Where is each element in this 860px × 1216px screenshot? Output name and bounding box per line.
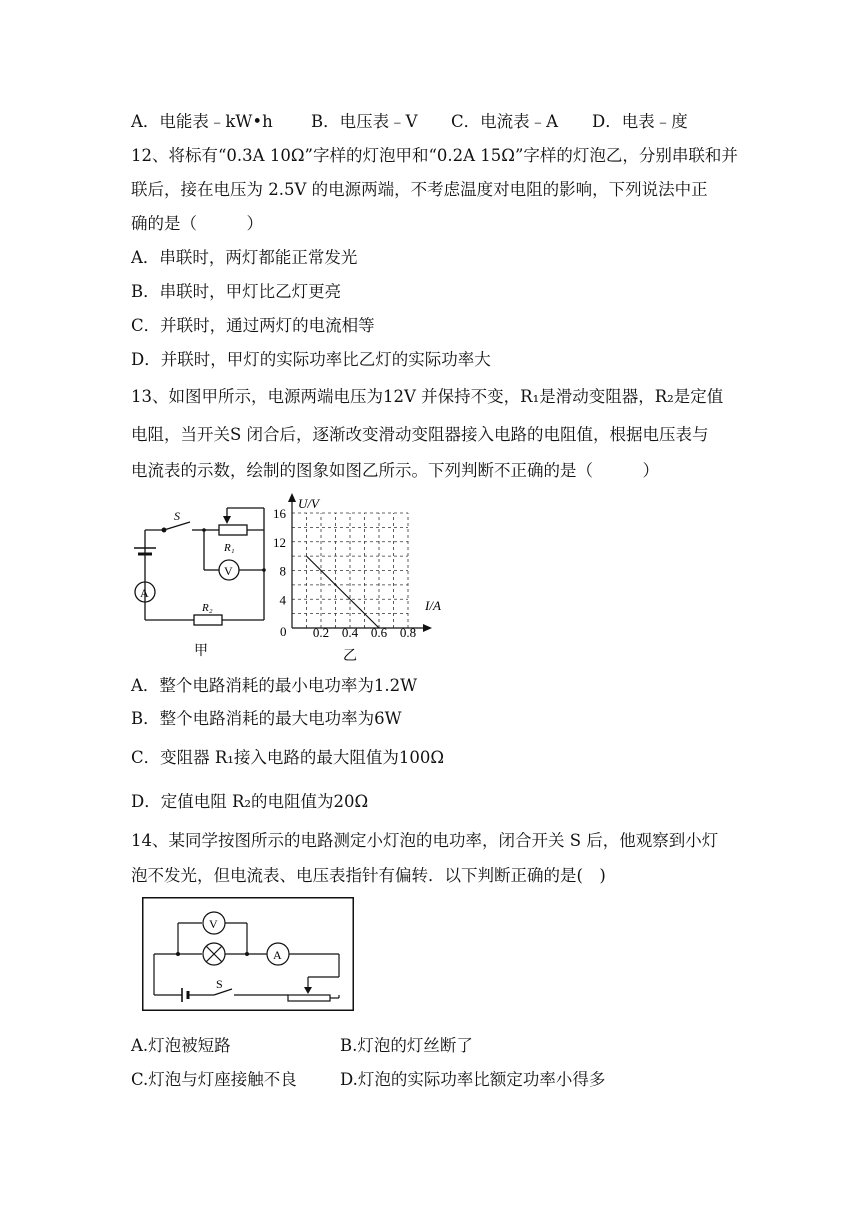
q13-option-c: C．变阻器 R₁接入电路的最大阻值为100Ω	[131, 748, 445, 767]
graph-caption: 乙	[343, 649, 357, 664]
q14-option-d: D.灯泡的实际功率比额定功率小得多	[340, 1070, 606, 1089]
q12-stem-line3: 确的是（ ）	[131, 214, 263, 233]
r1-resistor-icon	[219, 525, 247, 535]
y-tick-label: 8	[279, 563, 286, 579]
x-tick-label: 0.4	[341, 625, 359, 640]
r1-label: R₁	[224, 542, 235, 554]
q11-options	[131, 111, 688, 133]
voltmeter-label: V	[209, 917, 218, 931]
x-tick-label: 0.8	[399, 625, 417, 640]
q11-option-c: C．电流表﹣A	[451, 112, 559, 131]
graph-series-line	[307, 556, 380, 628]
r2-label: R₂	[202, 602, 213, 614]
q14-option-a: A.灯泡被短路	[131, 1036, 231, 1055]
q13-option-a: A．整个电路消耗的最小电功率为1.2W	[131, 676, 418, 695]
q12-stem-line2: 联后，接在电压为 2.5V 的电源两端，不考虑温度对电阻的影响，下列说法中正	[131, 180, 708, 199]
switch-label: S	[216, 977, 223, 991]
rheostat-icon	[288, 995, 330, 1001]
q12-option-d: D．并联时，甲灯的实际功率比乙灯的实际功率大	[131, 350, 491, 369]
q14-circuit-diagram	[142, 897, 354, 1011]
q13-circuit-diagram	[124, 500, 274, 665]
circuit-caption: 甲	[194, 644, 208, 659]
q13-stem-line3: 电流表的示数，绘制的图象如图乙所示。下列判断不正确的是（ ）	[131, 461, 659, 480]
q11-option-d: D．电表﹣度	[592, 112, 688, 131]
x-axis-arrow-icon	[423, 624, 432, 632]
q14-option-b: B.灯泡的灯丝断了	[340, 1036, 473, 1055]
q13-stem-line2: 电阻，当开关S 闭合后，逐渐改变滑动变阻器接入电路的电阻值，根据电压表与	[131, 425, 709, 444]
y-axis-label: U/V	[298, 496, 319, 511]
x-tick-label: 0.2	[312, 625, 330, 640]
q13-stem-line1: 13、如图甲所示，电源两端电压为12V 并保持不变，R₁是滑动变阻器，R₂是定值	[131, 387, 724, 406]
y-tick-label: 16	[273, 506, 286, 521]
q13-option-d: D．定值电阻 R₂的电阻值为20Ω	[131, 792, 369, 811]
y-tick-label: 4	[279, 592, 286, 608]
ammeter-label: A	[140, 586, 149, 600]
y-axis-arrow-icon	[288, 493, 296, 502]
switch-label: S	[174, 509, 180, 523]
q14-stem-line2: 泡不发光，但电流表、电压表指针有偏转．以下判断正确的是( )	[131, 866, 606, 885]
r2-resistor-icon	[194, 615, 222, 625]
x-axis-label: I/A	[425, 598, 441, 613]
q14-option-c: C.灯泡与灯座接触不良	[131, 1070, 297, 1089]
x-tick-label: 0.6	[370, 625, 388, 640]
y-tick-label: 12	[273, 534, 286, 550]
q12-stem-line1: 12、将标有“0.3A 10Ω”字样的灯泡甲和“0.2A 15Ω”字样的灯泡乙，分别串联和并	[131, 146, 738, 165]
ammeter-label: A	[273, 948, 282, 962]
q13-ui-graph	[270, 492, 450, 667]
voltmeter-label: V	[224, 564, 233, 578]
q14-stem-line1: 14、某同学按图所示的电路测定小灯泡的电功率，闭合开关 S 后，他观察到小灯	[131, 831, 719, 850]
q12-option-a: A．串联时，两灯都能正常发光	[131, 248, 358, 267]
q13-option-b: B．整个电路消耗的最大电功率为6W	[131, 709, 402, 728]
slider-arrow-icon	[223, 516, 231, 524]
q12-option-b: B．串联时，甲灯比乙灯更亮	[131, 282, 342, 301]
switch-icon	[164, 522, 190, 530]
q11-option-b: B．电压表﹣V	[311, 112, 418, 131]
graph-origin-label: 0	[280, 624, 287, 639]
q12-option-c: C．并联时，通过两灯的电流相等	[131, 316, 375, 335]
q11-option-a: A．电能表﹣kW•h	[131, 112, 273, 131]
